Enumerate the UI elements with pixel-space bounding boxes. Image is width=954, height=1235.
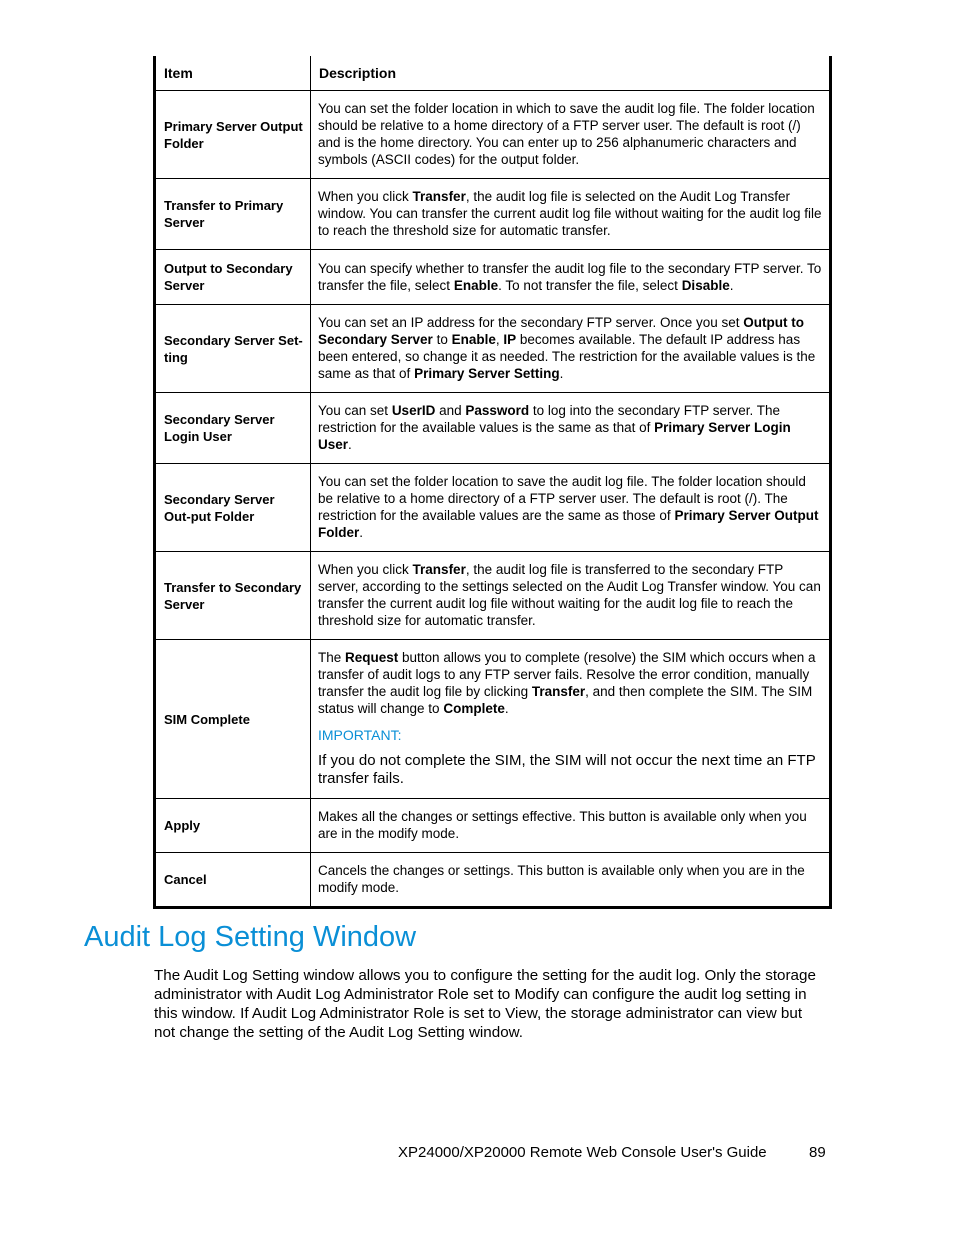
table-row bbox=[155, 799, 831, 853]
table-row bbox=[155, 853, 831, 908]
bold-term: Enable bbox=[453, 277, 499, 293]
bold-term: Complete bbox=[443, 701, 505, 716]
page-number: 89 bbox=[809, 1144, 826, 1161]
text-run: and bbox=[435, 403, 466, 418]
text-run: You can specify whether to transfer the audit log file to the secondary FTP server. To transfer the file, select bbox=[318, 260, 822, 293]
text-run: . To not transfer the file, select bbox=[498, 277, 682, 293]
text-run: to bbox=[432, 332, 452, 347]
description-cell bbox=[311, 250, 831, 305]
item-cell: Transfer to Secondary Server bbox=[155, 552, 311, 640]
text-run: You can set the folder location to save the audit log file. The folder location should be relative to a home directory of a FTP server user. The default is root (/). The restriction for the available values are the same as those of bbox=[318, 474, 806, 523]
description-cell bbox=[311, 464, 831, 552]
bold-term: Password bbox=[465, 403, 530, 418]
important-label: IMPORTANT: bbox=[318, 727, 402, 743]
table-row bbox=[155, 464, 831, 552]
text-run: button allows you to complete (resolve) the SIM which occurs when a transfer of audit logs to any FTP server fails. Resolve the error condition, manually transfer the audit log file by clicking bbox=[318, 650, 816, 699]
item-cell: Secondary Server Out-put Folder bbox=[155, 464, 311, 552]
bold-term: Transfer bbox=[531, 684, 586, 699]
header-item: Item bbox=[155, 56, 311, 91]
item-cell: Secondary Server Login User bbox=[155, 393, 311, 464]
bold-term: Primary Server Setting bbox=[414, 366, 560, 381]
text-run: The bbox=[318, 650, 346, 665]
description-cell bbox=[311, 552, 831, 640]
text-run: When you click bbox=[318, 189, 413, 204]
text-run: Cancels the changes or settings. This button is available only when you are in the modify mode. bbox=[318, 863, 805, 895]
section-title: Audit Log Setting Window bbox=[84, 921, 417, 953]
table-row bbox=[155, 305, 831, 393]
description-cell bbox=[311, 305, 831, 393]
text-run: . bbox=[348, 437, 352, 452]
description-cell bbox=[311, 799, 831, 853]
item-cell: Output to Secondary Server bbox=[155, 250, 311, 305]
table-row bbox=[155, 552, 831, 640]
item-cell: Primary Server Output Folder bbox=[155, 91, 311, 179]
table-row bbox=[155, 91, 831, 179]
text-run: , the audit log file is selected on the Audit Log Transfer window. You can transfer the current audit log file without waiting for the audit log file to reach the threshold size for automatic transfer. bbox=[318, 189, 822, 238]
item-cell: SIM Complete bbox=[155, 640, 311, 799]
bold-term: IP bbox=[503, 332, 517, 347]
text-run: . bbox=[359, 525, 364, 540]
text-run: . bbox=[559, 366, 564, 381]
settings-table bbox=[153, 56, 832, 909]
text-run: You can set bbox=[318, 403, 392, 418]
table-header-row bbox=[155, 56, 831, 91]
text-run: Makes all the changes or settings effective. This button is available only when you are in the modify mode. bbox=[318, 809, 807, 841]
description-cell bbox=[311, 640, 831, 799]
section-intro: The Audit Log Setting window allows you to configure the setting for the audit log. Only the storage administrator with Audit Log Administrator Role set to Modify can configure the audit log setting in this window. If Audit Log Administrator Role is set to View, the storage administrator can view but not change the setting of the Audit Log Setting window. bbox=[154, 967, 816, 1041]
text-run: When you click bbox=[318, 562, 413, 577]
text-run: . bbox=[729, 277, 734, 293]
description-cell bbox=[311, 853, 831, 908]
description-cell bbox=[311, 91, 831, 179]
bold-term: Primary Server Login User bbox=[318, 420, 791, 452]
description-cell bbox=[311, 179, 831, 250]
item-cell: Secondary Server Set-ting bbox=[155, 305, 311, 393]
header-description: Description bbox=[311, 56, 831, 91]
text-run: , and then complete the SIM. The SIM status will change to bbox=[318, 684, 813, 716]
table-row bbox=[155, 179, 831, 250]
footer-guide-title: XP24000/XP20000 Remote Web Console User's Guide bbox=[398, 1144, 767, 1161]
item-cell: Apply bbox=[155, 799, 311, 853]
bold-term: Transfer bbox=[412, 562, 466, 577]
bold-term: Request bbox=[345, 650, 399, 665]
text-run: , bbox=[495, 332, 504, 347]
text-run: . bbox=[504, 701, 509, 716]
table-row bbox=[155, 640, 831, 799]
text-run: You can set an IP address for the secondary FTP server. Once you set bbox=[318, 315, 744, 330]
bold-term: UserID bbox=[391, 403, 436, 418]
table-row bbox=[155, 393, 831, 464]
bold-term: Output to Secondary Server bbox=[318, 315, 804, 347]
text-run: to log into the secondary FTP server. The restriction for the available values is the same as that of bbox=[318, 403, 781, 435]
bold-term: Enable bbox=[451, 332, 496, 347]
important-text: If you do not complete the SIM, the SIM will not occur the next time an FTP transfer fails. bbox=[318, 752, 816, 787]
item-cell: Cancel bbox=[155, 853, 311, 908]
bold-term: Transfer bbox=[412, 189, 466, 204]
text-run: You can set the folder location in which to save the audit log file. The folder location should be relative to a home directory of a FTP server user. The default is root (/) and is the home directory. You can enter up to 256 alphanumeric characters and symbols (ASCII codes) for the output folder. bbox=[318, 101, 815, 167]
text-run: , the audit log file is transferred to the secondary FTP server, according to the settings selected on the Audit Log Transfer window. You can transfer the current audit log file without waiting for the audit log file to reach the threshold size for automatic transfer. bbox=[318, 562, 821, 628]
text-run: becomes available. The default IP address has been entered, so change it as needed. The restriction for the available values is the same as that of bbox=[318, 332, 816, 381]
sim-description-text bbox=[318, 649, 822, 717]
bold-term: Primary Server Output Folder bbox=[318, 508, 819, 540]
table-row bbox=[155, 250, 831, 305]
bold-term: Disable bbox=[681, 277, 730, 293]
item-cell: Transfer to Primary Server bbox=[155, 179, 311, 250]
description-cell bbox=[311, 393, 831, 464]
